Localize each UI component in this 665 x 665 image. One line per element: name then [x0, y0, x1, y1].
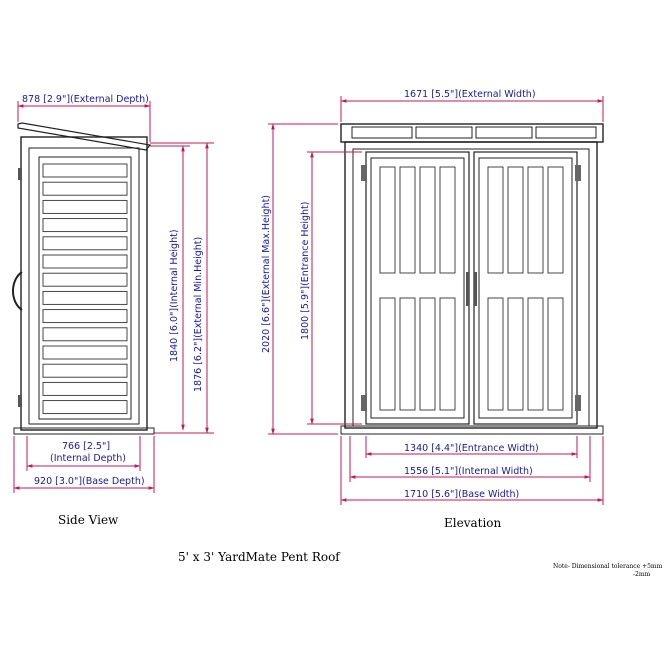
internal-depth-value: 766 [2.5"]: [62, 441, 111, 452]
side-view-caption: Side View: [58, 513, 119, 527]
louver-slat: [43, 237, 127, 250]
louver-slat: [43, 164, 127, 177]
louver-slat: [43, 291, 127, 304]
side-view: [13, 94, 214, 527]
door-slat: [548, 167, 563, 273]
hinge: [575, 165, 581, 181]
entrance-height-label: 1800 [5.9"](Entrance Height): [300, 201, 311, 340]
side-vent-frame: [39, 157, 131, 419]
external-min-height-label: 1876 [6.2"](External Min.Height): [193, 236, 204, 392]
external-max-height-label: 2020 [6.6"](External Max.Height): [261, 195, 272, 353]
elevation-caption: Elevation: [444, 516, 502, 530]
door-slat: [440, 298, 455, 410]
hinge: [575, 395, 581, 411]
louver-slat: [43, 200, 127, 213]
side-base: [14, 428, 154, 434]
external-depth-label: 878 [2.9"](External Depth): [22, 94, 149, 105]
hinge: [361, 395, 367, 411]
louver-slat: [43, 219, 127, 232]
right-door-handle: [474, 272, 477, 306]
roof-vent: [476, 127, 532, 138]
elevation-view: [261, 89, 603, 530]
roof-vent: [416, 127, 472, 138]
internal-height-label: 1840 [6.0"](Internal Height): [169, 229, 180, 362]
door-slat: [508, 167, 523, 273]
door-panels: [380, 167, 563, 410]
roof-vent: [536, 127, 596, 138]
tolerance-note-minus: -2mm: [633, 571, 651, 578]
louver-slat: [43, 364, 127, 377]
door-slat: [528, 167, 543, 273]
internal-width-label: 1556 [5.1"](Internal Width): [404, 466, 533, 477]
side-louvers: [43, 164, 127, 414]
door-slat: [548, 298, 563, 410]
door-slat: [488, 298, 503, 410]
roof-vent: [352, 127, 412, 138]
louver-slat: [43, 328, 127, 341]
door-slat: [420, 298, 435, 410]
front-base: [341, 426, 603, 434]
side-hinge-bottom: [18, 395, 22, 407]
louver-slat: [43, 310, 127, 323]
door-slat: [420, 167, 435, 273]
door-slat: [380, 298, 395, 410]
door-slat: [380, 167, 395, 273]
door-slat: [508, 298, 523, 410]
louver-slat: [43, 382, 127, 395]
left-door-handle: [466, 272, 469, 306]
door-slat: [440, 167, 455, 273]
base-width-label: 1710 [5.6"](Base Width): [404, 489, 520, 500]
tolerance-note: Note- Dimensional tolerance +5mm: [553, 563, 663, 570]
louver-slat: [43, 273, 127, 286]
louver-slat: [43, 255, 127, 268]
entrance-width-label: 1340 [4.4"](Entrance Width): [404, 443, 539, 454]
internal-depth-label: (Internal Depth): [50, 453, 126, 464]
base-depth-label: 920 [3.0"](Base Depth): [34, 476, 145, 487]
door-slat: [528, 298, 543, 410]
drawing-title: 5' x 3' YardMate Pent Roof: [178, 550, 340, 564]
door-slat: [400, 298, 415, 410]
louver-slat: [43, 401, 127, 414]
door-slat: [488, 167, 503, 273]
side-hinge-top: [18, 168, 22, 180]
louver-slat: [43, 182, 127, 195]
hinge: [361, 165, 367, 181]
door-slat: [400, 167, 415, 273]
louver-slat: [43, 346, 127, 359]
external-width-label: 1671 [5.5"](External Width): [404, 89, 536, 100]
